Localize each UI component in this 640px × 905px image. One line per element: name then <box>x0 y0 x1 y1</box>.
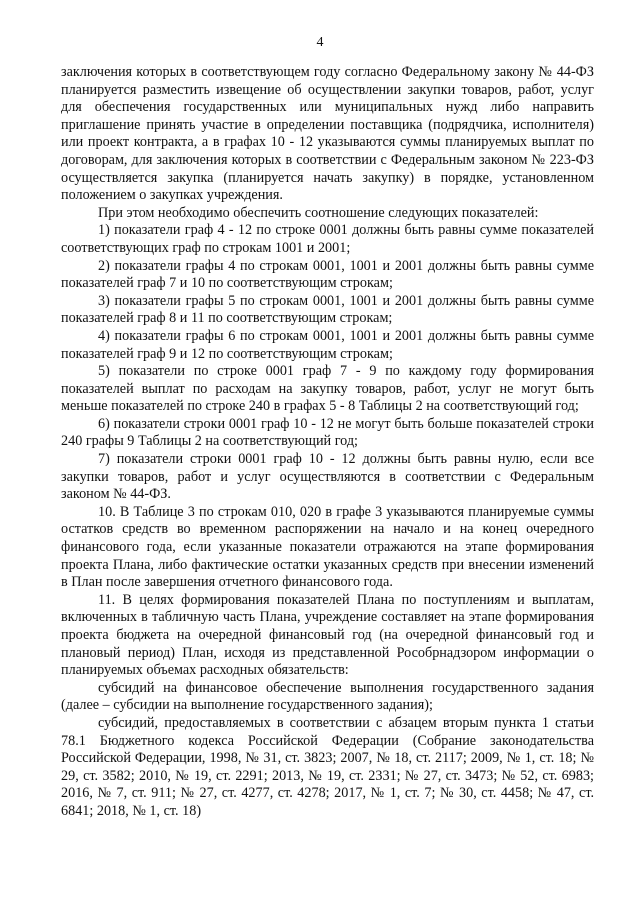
list-item-3: 3) показатели графы 5 по строкам 0001, 1001 и 2001 должны быть равны сумме показателей граф 8 и 11 по соответствующим строкам; <box>61 292 594 327</box>
paragraph-subsidy-article: субсидий, предоставляемых в соответствии с абзацем вторым пункта 1 статьи 78.1 Бюджетного кодекса Российской Федерации (Собрание законодательства Российской Федерации, 1998, № 31, ст. 3823; 2007, № 18, ст. 2117; 2009, № 1, ст. 18; № 29, ст. 3582; 2010, № 19, ст. 2291; 2013, № 19, ст. 2331; № 27, ст. 3473; № 52, ст. 6983; 2016, № 7, ст. 911; № 27, ст. 4277, ст. 4278; 2017, № 1, ст. 7; № 30, ст. 4458; № 47, ст. 6841; 2018, № 1, ст. 18) <box>61 714 594 819</box>
paragraph-subsidy-task: субсидий на финансовое обеспечение выполнения государственного задания (далее – субсидии на выполнение государственного задания); <box>61 679 594 714</box>
list-item-1: 1) показатели граф 4 - 12 по строке 0001 должны быть равны сумме показателей соответствующих граф по строкам 1001 и 2001; <box>61 222 594 256</box>
list-item-7: 7) показатели строки 0001 граф 10 - 12 должны быть равны нулю, если все закупки товаров, работ и услуг осуществляются в соответствии с Федеральным законом № 44-ФЗ. <box>61 451 594 503</box>
paragraph-intro: При этом необходимо обеспечить соотношение следующих показателей: <box>98 204 539 221</box>
list-item-5: 5) показатели по строке 0001 граф 7 - 9 по каждому году формирования показателей выплат по расходам на закупку товаров, работ, услуг не могут быть меньше показателей по строке 240 в графах 5 - 8 Таблицы 2 на соответствующий год; <box>61 363 594 415</box>
document-body <box>61 64 594 821</box>
list-item-2: 2) показатели графы 4 по строкам 0001, 1001 и 2001 должны быть равны сумме показателей граф 7 и 10 по соответствующим строкам; <box>61 257 594 292</box>
list-item-4: 4) показатели графы 6 по строкам 0001, 1001 и 2001 должны быть равны сумме показателей граф 9 и 12 по соответствующим строкам; <box>61 327 594 362</box>
paragraph-continuation: заключения которых в соответствующем году согласно Федеральному закону № 44-ФЗ планируется разместить извещение об осуществлении закупки товаров, работ, услуг для обеспечения государственных или муниципальных нужд либо направить приглашение принять участие в определении поставщика (подрядчика, исполнителя) или проект контракта, а в графах 10 - 12 указываются суммы планируемых выплат по договорам, для заключения которых в соответствии с Федеральным законом № 223-ФЗ осуществляется закупка (планируется начать закупку) в порядке, установленном положением о закупках учреждения. <box>61 64 594 204</box>
paragraph-section-10: 10. В Таблице 3 по строкам 010, 020 в графе 3 указываются планируемые суммы остатков средств во временном распоряжении на начало и на конец очередного финансового года, если указанные показатели отражаются на этапе формирования проекта Плана, либо фактические остатки указанных средств при внесении изменений в План после завершения отчетного финансового года. <box>61 503 594 591</box>
list-item-6: 6) показатели строки 0001 граф 10 - 12 не могут быть больше показателей строки 240 графы 9 Таблицы 2 на соответствующий год; <box>61 415 594 450</box>
page-number: 4 <box>316 35 324 50</box>
paragraph-section-11: 11. В целях формирования показателей Плана по поступлениям и выплатам, включенных в табличную часть Плана, учреждение составляет на этапе формирования проекта бюджета на очередной финансовый год (на очередной финансовый год и плановый период) План, исходя из представленной Рособрнадзором информации о планируемых объемах расходных обязательств: <box>61 591 594 679</box>
